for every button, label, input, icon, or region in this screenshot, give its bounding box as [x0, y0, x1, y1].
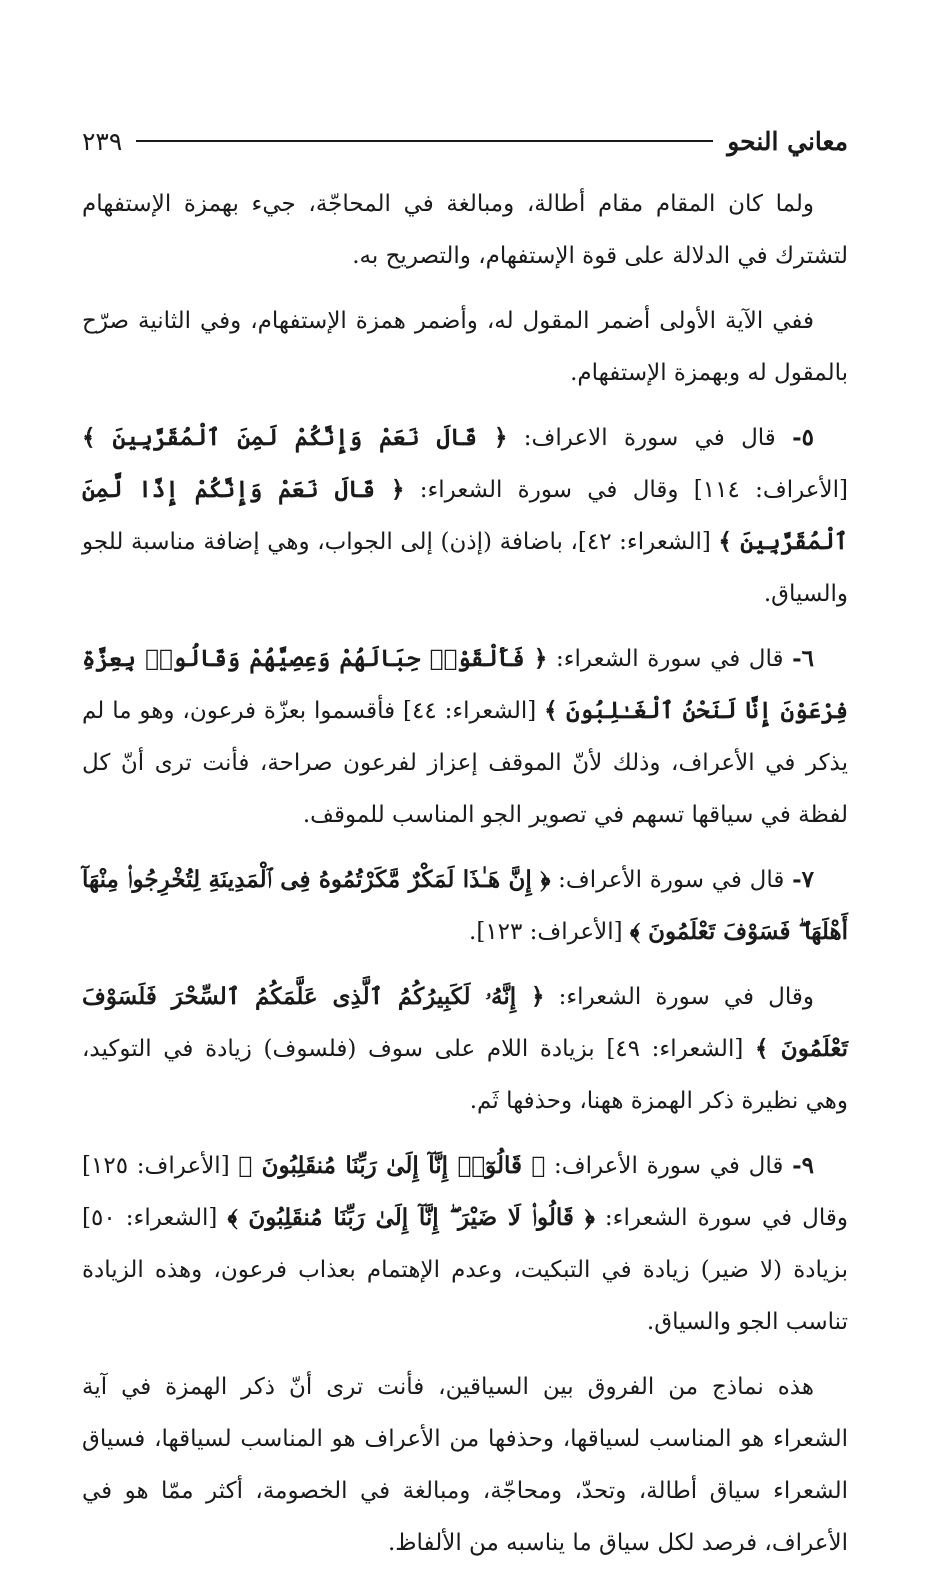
book-page: [82, 118, 848, 1582]
page-number: ٢٣٩: [82, 126, 123, 156]
quran-verse: ﴿ قَالُوا۟ لَا ضَيْرَ ۖ إِنَّآ إِلَىٰ رَبِّنَا مُنقَلِبُونَ ﴾: [227, 1204, 595, 1231]
paragraph-text: ولما كان المقام مقام أطالة، ومبالغة في المحاجّة، جيء بهمزة الإستفهام لتشترك في الدلالة على قوة الإستفهام، والتصريح به.: [82, 191, 848, 269]
paragraph-text: [الشعراء: ٤٢]، باضافة (إذن) إلى الجواب، وهي إضافة مناسبة للجو والسياق.: [82, 529, 848, 607]
paragraph-2: [82, 295, 848, 399]
paragraph-text: [الشعراء: ٥٠] بزيادة (لا ضير) زيادة في التبكيت، وعدم الإهتمام بعذاب فرعون، وهذه الزيادة تناسب الجو والسياق.: [82, 1205, 848, 1335]
paragraph-item-8: [82, 971, 848, 1127]
page-header: [82, 118, 848, 164]
quran-verse: ﴿ إِنَّهُۥ لَكَبِيرُكُمُ ٱلَّذِى عَلَّمَكُمُ ٱلسِّحْرَ فَلَسَوْفَ تَعْلَمُونَ ﴾: [82, 983, 848, 1062]
paragraph-text: [الأعراف: ١٢٣].: [469, 919, 630, 945]
header-rule: [136, 140, 713, 142]
paragraph-1: [82, 178, 848, 282]
paragraph-text: هذه نماذج من الفروق بين السياقين، فأنت ترى أنّ ذكر الهمزة في آية الشعراء هو المناسب لسياقها، وحذفها من الأعراف هو المناسب لسياقها، فسياق الشعراء سياق أطالة، وتحدّ، ومحاجّة، ومبالغة في الخصومة، أكثر ممّا هو في الأعراف، فرصد لكل سياق ما يناسبه من الألفاظ.: [82, 1374, 848, 1556]
paragraph-text: قال في سورة الأعراف:: [545, 1153, 784, 1179]
paragraph-text: [الشعراء: ٤٩] بزيادة اللام على سوف (فلسوف) زيادة في التوكيد، وهي نظيرة ذكر الهمزة ههنا، وحذفها ثَم.: [82, 1036, 848, 1114]
paragraph-text: وقال في سورة الشعراء:: [544, 984, 814, 1010]
paragraph-conclusion: [82, 1361, 848, 1569]
paragraph-item-6: [82, 633, 848, 841]
paragraph-text: [الأعراف: ١١٤] وقال في سورة الشعراء:: [404, 477, 848, 503]
paragraph-text: قال في سورة الاعراف:: [507, 425, 776, 451]
paragraph-text: [الشعراء: ٤٤] فأقسموا بعزّة فرعون، وهو ما لم يذكر في الأعراف، وذلك لأنّ الموقف إعزاز لفرعون صراحة، فأنت ترى أنّ كل لفظة في سياقها تسهم في تصوير الجو المناسب للموقف.: [82, 698, 848, 828]
item-number: ٩-: [792, 1152, 814, 1179]
paragraph-item-5: [82, 412, 848, 620]
paragraph-text: قال في سورة الشعراء:: [547, 646, 784, 672]
running-title: معاني النحو: [727, 126, 848, 156]
quran-verse: ﴿ فَأَلْقَوْا۟ حِبَالَهُمْ وَعِصِيَّهُمْ وَقَالُوا۟ بِعِزَّةِ فِرْعَوْنَ إِنَّا لَنَحْنُ ٱلْغَـٰلِبُونَ ﴾: [82, 645, 848, 724]
paragraph-item-9: [82, 1140, 848, 1348]
item-number: ٧-: [792, 866, 815, 893]
page-body: [82, 178, 848, 1569]
quran-verse: ﴿ قَالَ نَعَمْ وَإِنَّكُمْ إِذًا لَّمِنَ ٱلْمُقَرَّبِينَ ﴾: [82, 476, 849, 555]
paragraph-text: قال في سورة الأعراف:: [550, 867, 785, 893]
paragraph-item-7: [82, 854, 848, 958]
quran-verse: ﴿ قَالُوٓا۟ إِنَّآ إِلَىٰ رَبِّنَا مُنقَلِبُونَ ﴾: [238, 1152, 546, 1179]
paragraph-text: [الأعراف: ١٢٥] وقال في سورة الشعراء:: [82, 1153, 848, 1231]
quran-verse: ﴿ إِنَّ هَـٰذَا لَمَكْرٌ مَّكَرْتُمُوهُ فِى ٱلْمَدِينَةِ لِتُخْرِجُوا۟ مِنْهَآ أَهْلَهَا ۖ فَسَوْفَ تَعْلَمُونَ ﴾: [82, 866, 848, 945]
paragraph-text: ففي الآية الأولى أضمر المقول له، وأضمر همزة الإستفهام، وفي الثانية صرّح بالمقول له وبهمزة الإستفهام.: [82, 308, 848, 386]
item-number: ٥-: [792, 424, 815, 451]
item-number: ٦-: [792, 645, 815, 672]
quran-verse: ﴿ قَالَ نَعَمْ وَإِنَّكُمْ لَمِنَ ٱلْمُقَرَّبِينَ ﴾: [82, 424, 508, 451]
